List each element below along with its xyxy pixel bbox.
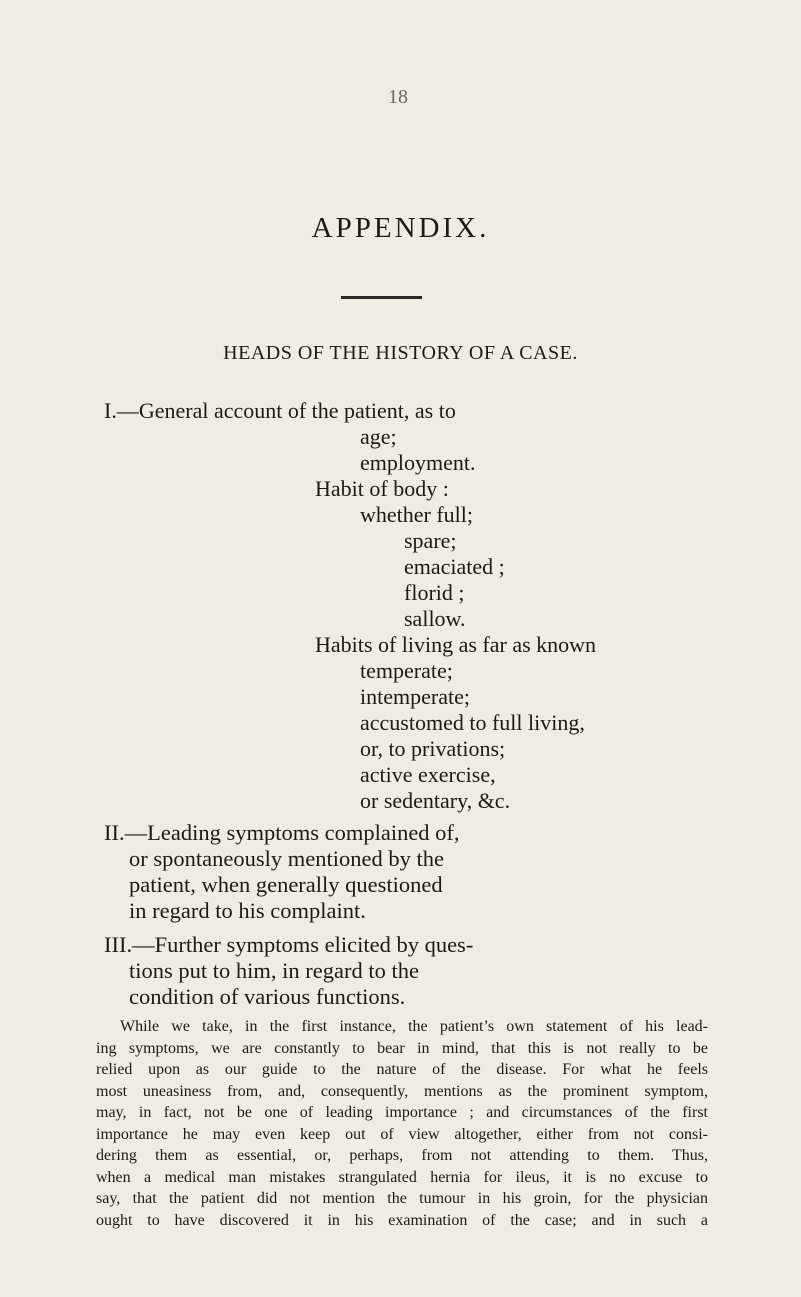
item-sallow: sallow. xyxy=(404,606,466,631)
item-florid: florid ; xyxy=(404,580,465,605)
section-heading: HEADS OF THE HISTORY OF A CASE. xyxy=(223,342,578,364)
section2-line: patient, when generally questioned xyxy=(129,872,443,897)
item-employment: employment. xyxy=(360,450,476,475)
item-emaciated: emaciated ; xyxy=(404,554,505,579)
section3-line: condition of various functions. xyxy=(129,984,406,1009)
item-age: age; xyxy=(360,424,397,449)
title-rule xyxy=(341,296,422,299)
item-privations: or, to privations; xyxy=(360,736,506,761)
item-active-exercise: active exercise, xyxy=(360,762,496,787)
paragraph-line: most uneasiness from, and, consequently, mentions as the prominent symptom, xyxy=(96,1082,708,1100)
paragraph-line: when a medical man mistakes strangulated hernia for ileus, it is no excuse to xyxy=(96,1168,708,1186)
page-number: 18 xyxy=(388,86,408,108)
appendix-title: APPENDIX. xyxy=(311,212,490,244)
paragraph-line: dering them as essential, or, perhaps, from not attending to them. Thus, xyxy=(96,1147,708,1164)
paragraph-line: While we take, in the first instance, the patient’s own statement of his lead- xyxy=(120,1018,708,1035)
section3-line: III.—Further symptoms elicited by ques- xyxy=(104,932,474,957)
item-spare: spare; xyxy=(404,528,457,553)
paragraph-line: importance he may even keep out of view altogether, either from not consi- xyxy=(96,1125,708,1143)
item-accustomed: accustomed to full living, xyxy=(360,710,585,735)
section3-line: tions put to him, in regard to the xyxy=(129,958,419,983)
body-paragraph xyxy=(96,1016,708,1231)
section2-line: or spontaneously mentioned by the xyxy=(129,846,444,871)
paragraph-line: ing symptoms, we are constantly to bear in mind, that this is not really to be xyxy=(96,1039,708,1057)
item-habits-of-living: Habits of living as far as known xyxy=(315,632,597,657)
item-habit-of-body: Habit of body : xyxy=(315,476,449,501)
item-temperate: temperate; xyxy=(360,658,453,683)
item-whether-full: whether full; xyxy=(360,502,474,527)
paragraph-line: ought to have discovered it in his examination of the case; and in such a xyxy=(96,1211,708,1229)
item-sedentary: or sedentary, &c. xyxy=(360,788,511,813)
paragraph-line: may, in fact, not be one of leading importance ; and circumstances of the first xyxy=(96,1104,708,1121)
section2-line: II.—Leading symptoms complained of, xyxy=(104,820,460,845)
item-intemperate: intemperate; xyxy=(360,684,470,709)
paragraph-line: relied upon as our guide to the nature of the disease. For what he feels xyxy=(96,1061,708,1078)
paragraph-line: say, that the patient did not mention the tumour in his groin, for the physician xyxy=(96,1190,708,1207)
section1-intro: I.—General account of the patient, as to xyxy=(104,398,456,423)
section2-line: in regard to his complaint. xyxy=(129,898,366,923)
